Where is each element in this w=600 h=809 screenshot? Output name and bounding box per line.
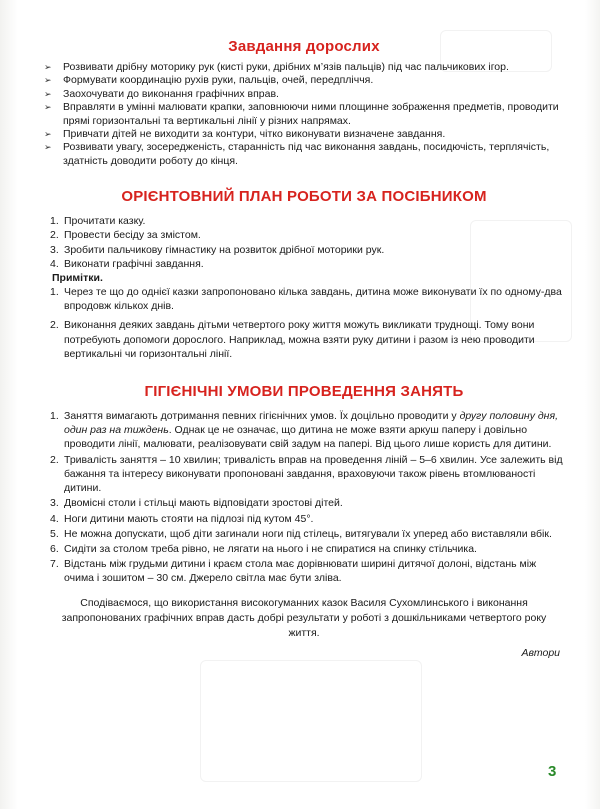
list-item: 2. Тривалість заняття – 10 хвилин; тривалість вправ на проведення ліній – 5–6 хвилин. Усе залежить від бажання та інтересу виконувати пропоновані завдання, враховуючи також рівень втомлюваності дитини.: [50, 453, 563, 495]
arrowhead-bullet-icon: ➢: [44, 88, 52, 99]
notes-title: Примітки.: [52, 272, 103, 285]
page-number: 3: [548, 763, 557, 780]
list-item: 3. Двомісні столи і стільці мають відповідати зростові дітей.: [50, 497, 343, 510]
background-watermark: [200, 660, 422, 782]
list-item: ➢ Розвивати дрібну моторику рук (кисті руки, дрібних м’язів пальців) під час пальчикових ігор.: [44, 61, 509, 73]
closing-paragraph: Сподіваємося, що використання високогуманних казок Василя Сухомлинського і виконання запропонованих графічних вправ дасть добрі результати у роботі з дошкільниками четвертого року життя.: [61, 596, 547, 639]
list-item: ➢ Заохочувати до виконання графічних вправ.: [44, 87, 279, 100]
list-item: 3. Зробити пальчикову гімнастику на розвиток дрібної моторики рук.: [50, 243, 385, 256]
arrowhead-bullet-icon: ➢: [44, 142, 52, 153]
list-item: 2. Провести бесіду за змістом.: [50, 229, 201, 242]
list-item: ➢ Вправляти в умінні малювати крапки, заповнюючи ними площинне зображення предметів, проводити прямі горизонтальні та вертикальні лінії у різних напрямах.: [44, 101, 559, 127]
list-item: ➢ Привчати дітей не виходити за контури, чітко виконувати визначене завдання.: [44, 128, 446, 141]
section-title-adult-tasks: Завдання дорослих: [228, 38, 380, 55]
arrowhead-bullet-icon: ➢: [44, 129, 52, 140]
italic-emphasis: другу половину дня, один раз на тиждень: [64, 410, 558, 437]
list-item: ➢ Розвивати увагу, зосередженість, старанність під час виконання завдань, посидючість, терплячість, здатність доводити роботу до кінця.: [44, 141, 550, 167]
list-item: 6. Сидіти за столом треба рівно, не лягати на нього і не спиратися на спинку стільчика.: [50, 542, 477, 555]
list-item: 5. Не можна допускати, щоб діти загинали ноги під стілець, витягували їх уперед або виставляли вбік.: [50, 527, 552, 540]
list-item: 4. Ноги дитини мають стояти на підлозі під кутом 45°.: [50, 512, 314, 525]
list-item: ➢ Формувати координацію рухів руки, пальців, очей, передпліччя.: [44, 74, 374, 87]
list-item: 2. Виконання деяких завдань дітьми четвертого року життя можуть викликати труднощі. Тому вони потребують допомоги дорослого. Наприклад, можна взяти руку дитини і разом із нею проводити вертикальні чи горизонтальні лінії.: [50, 319, 535, 360]
list-item: 1. Заняття вимагають дотримання певних гігієнічних умов. Їх доцільно проводити у другу половину дня, один раз на тиждень. Однак це не означає, що дитина не може взяти аркуш паперу і довільно проводити лінії, малювати, реалізовувати свій задум на папері. Від цього лише користь для дитини.: [50, 410, 558, 451]
list-item: 7. Відстань між грудьми дитини і краєм стола має дорівнювати ширині дитячої долоні, відстань між очима і зошитом – 30 см. Джерело світла має бути зліва.: [50, 558, 537, 585]
arrowhead-bullet-icon: ➢: [44, 62, 52, 72]
authors-signature: Автори: [521, 646, 560, 659]
section-title-work-plan: ОРІЄНТОВНИЙ ПЛАН РОБОТИ ЗА ПОСІБНИКОМ: [121, 188, 487, 206]
list-item: 4. Виконати графічні завдання.: [50, 257, 204, 270]
arrowhead-bullet-icon: ➢: [44, 75, 52, 86]
work-plan-list: [44, 214, 564, 271]
list-item: 1. Через те що до однієї казки запропоновано кілька завдань, дитина може виконувати їх по одному-два впродовж кількох днів.: [50, 286, 562, 313]
content: [44, 34, 564, 659]
list-item: 1. Прочитати казку.: [50, 215, 146, 228]
section-title-hygiene: ГІГІЄНІЧНІ УМОВИ ПРОВЕДЕННЯ ЗАНЯТЬ: [144, 383, 464, 401]
arrowhead-bullet-icon: ➢: [44, 102, 52, 113]
notes-list: [44, 285, 564, 361]
hygiene-list: [44, 409, 564, 585]
adult-tasks-list: [44, 61, 564, 168]
